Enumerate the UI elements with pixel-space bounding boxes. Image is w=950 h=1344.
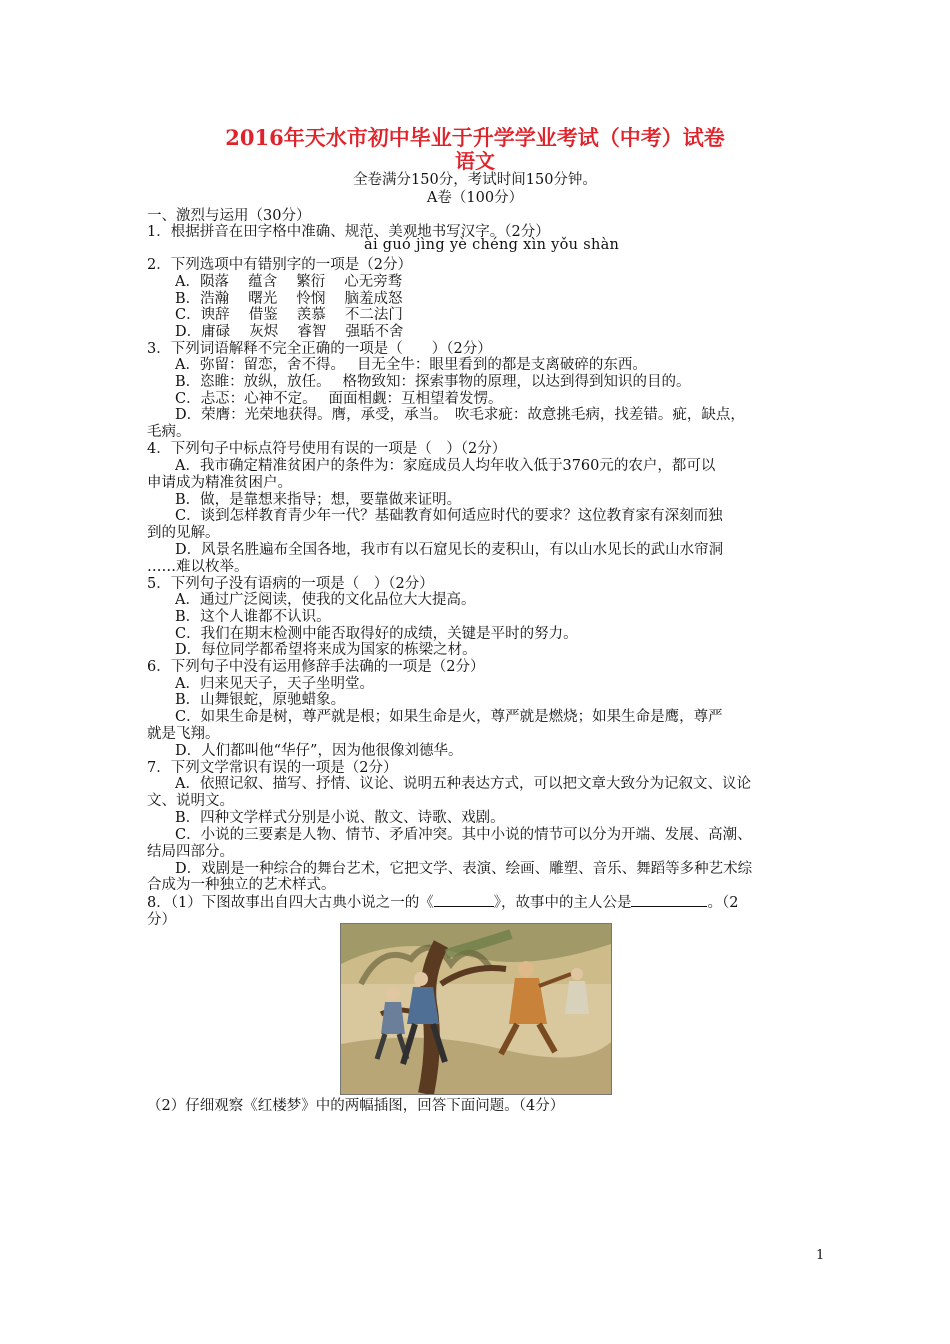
q3-option-d: D．荣膺：光荣地获得。膺，承受，承当。 吹毛求疵：故意挑毛病，找差错。疵，缺点， bbox=[175, 407, 745, 423]
q4-option-a: A．我市确定精准贫困户的条件为：家庭成员人均年收入低于3760元的农户，都可以 bbox=[175, 458, 716, 474]
q3-option-d-cont: 毛病。 bbox=[147, 424, 191, 440]
q6-option-d: D．人们都叫他“华仔”，因为他很像刘德华。 bbox=[175, 743, 463, 759]
q2-option-d: D．庸碌 灰烬 睿智 强聒不舍 bbox=[175, 324, 404, 340]
subject-title: 语文 bbox=[455, 149, 495, 173]
q4-stem: 4．下列句子中标点符号使用有误的一项是（ ）（2分） bbox=[147, 441, 507, 457]
page-number: 1 bbox=[816, 1248, 825, 1263]
q6-stem: 6．下列句子中没有运用修辞手法确的一项是（2分） bbox=[147, 659, 485, 675]
exam-info: 全卷满分150分，考试时间150分钟。 bbox=[353, 172, 597, 188]
part-1-heading: 一、激烈与运用（30分） bbox=[147, 208, 311, 224]
q4-option-d: D．风景名胜遍布全国各地，我市有以石窟见长的麦积山，有以山水见长的武山水帘洞 bbox=[175, 542, 724, 558]
q8-part1-cont: 分） bbox=[147, 912, 176, 928]
q8-part1-text-b: 》，故事中的主人公是 bbox=[493, 895, 632, 911]
story-illustration bbox=[340, 923, 612, 1095]
q5-option-d: D．每位同学都希望将来成为国家的栋梁之材。 bbox=[175, 642, 477, 658]
q7-option-a: A．依照记叙、描写、抒情、议论、说明五种表达方式，可以把文章大致分为记叙文、议论 bbox=[175, 776, 751, 792]
q8-part2: （2）仔细观察《红楼梦》中的两幅插图，回答下面问题。（4分） bbox=[147, 1098, 565, 1114]
q7-option-b: B．四种文学样式分别是小说、散文、诗歌、戏剧。 bbox=[175, 810, 505, 826]
q8-hero-blank[interactable] bbox=[631, 892, 707, 907]
q1-pinyin: ài guó jìng yè chéng xìn yǒu shàn bbox=[364, 237, 620, 253]
q2-stem: 2．下列选项中有错别字的一项是（2分） bbox=[147, 257, 412, 273]
q7-option-d-cont: 合成为一种独立的艺术样式。 bbox=[147, 877, 336, 893]
q8-part1 bbox=[147, 891, 738, 912]
q4-option-d-cont: ……难以枚举。 bbox=[147, 559, 249, 575]
illustration-drawing bbox=[341, 924, 611, 1094]
q6-option-b: B．山舞银蛇，原驰蜡象。 bbox=[175, 692, 346, 708]
q7-option-a-cont: 文、说明文。 bbox=[147, 793, 234, 809]
q5-option-b: B．这个人谁都不认识。 bbox=[175, 609, 331, 625]
q5-option-c: C．我们在期末检测中能否取得好的成绩，关键是平时的努力。 bbox=[175, 626, 578, 642]
section-a-heading: A卷（100分） bbox=[426, 190, 524, 206]
q6-option-c-cont: 就是飞翔。 bbox=[147, 726, 220, 742]
q4-option-c: C．谈到怎样教育青少年一代？基础教育如何适应时代的要求？这位教育家有深刻而独 bbox=[175, 508, 723, 524]
q7-option-d: D．戏剧是一种综合的舞台艺术，它把文学、表演、绘画、雕塑、音乐、舞蹈等多种艺术综 bbox=[175, 861, 753, 877]
q3-option-c: C．忐忑：心神不定。 面面相觑：互相望着发愣。 bbox=[175, 391, 503, 407]
q6-option-c: C．如果生命是树，尊严就是根；如果生命是火，尊严就是燃烧；如果生命是鹰，尊严 bbox=[175, 709, 723, 725]
q5-stem: 5．下列句子没有语病的一项是（ ）（2分） bbox=[147, 576, 434, 592]
q3-stem: 3．下列词语解释不完全正确的一项是（ ）（2分） bbox=[147, 341, 492, 357]
q4-option-a-cont: 申请成为精准贫困户。 bbox=[147, 475, 292, 491]
q7-stem: 7．下列文学常识有误的一项是（2分） bbox=[147, 760, 398, 776]
q3-option-a: A．弥留：留恋，舍不得。 目无全牛：眼里看到的都是支离破碎的东西。 bbox=[175, 357, 647, 373]
q8-novel-blank[interactable] bbox=[434, 892, 494, 907]
q2-option-a: A．陨落 蕴含 繁衍 心无旁骛 bbox=[175, 274, 403, 290]
q6-option-a: A．归来见天子，天子坐明堂。 bbox=[175, 676, 374, 692]
q3-option-b: B．恣睢：放纵，放任。 格物致知：探索事物的原理，以达到得到知识的目的。 bbox=[175, 374, 691, 390]
q7-option-c: C．小说的三要素是人物、情节、矛盾冲突。其中小说的情节可以分为开端、发展、高潮、 bbox=[175, 827, 752, 843]
q8-part1-text-c: 。（2 bbox=[707, 895, 739, 911]
q1-stem: 1．根据拼音在田字格中准确、规范、美观地书写汉字。（2分） bbox=[147, 224, 550, 240]
q4-option-c-cont: 到的见解。 bbox=[147, 525, 220, 541]
q2-option-b: B．浩瀚 曙光 怜悯 脑羞成怒 bbox=[175, 291, 403, 307]
q7-option-c-cont: 结局四部分。 bbox=[147, 844, 234, 860]
q4-option-b: B．做，是靠想来指导；想，要靠做来证明。 bbox=[175, 492, 462, 508]
q2-option-c: C．谀辞 借鉴 羡慕 不二法门 bbox=[175, 307, 403, 323]
q5-option-a: A．通过广泛阅读，使我的文化品位大大提高。 bbox=[175, 592, 476, 608]
exam-title: 2016年天水市初中毕业于升学学业考试（中考）试卷 bbox=[225, 125, 725, 150]
q8-part1-text-a: 8．（1）下图故事出自四大古典小说之一的《 bbox=[147, 895, 434, 911]
